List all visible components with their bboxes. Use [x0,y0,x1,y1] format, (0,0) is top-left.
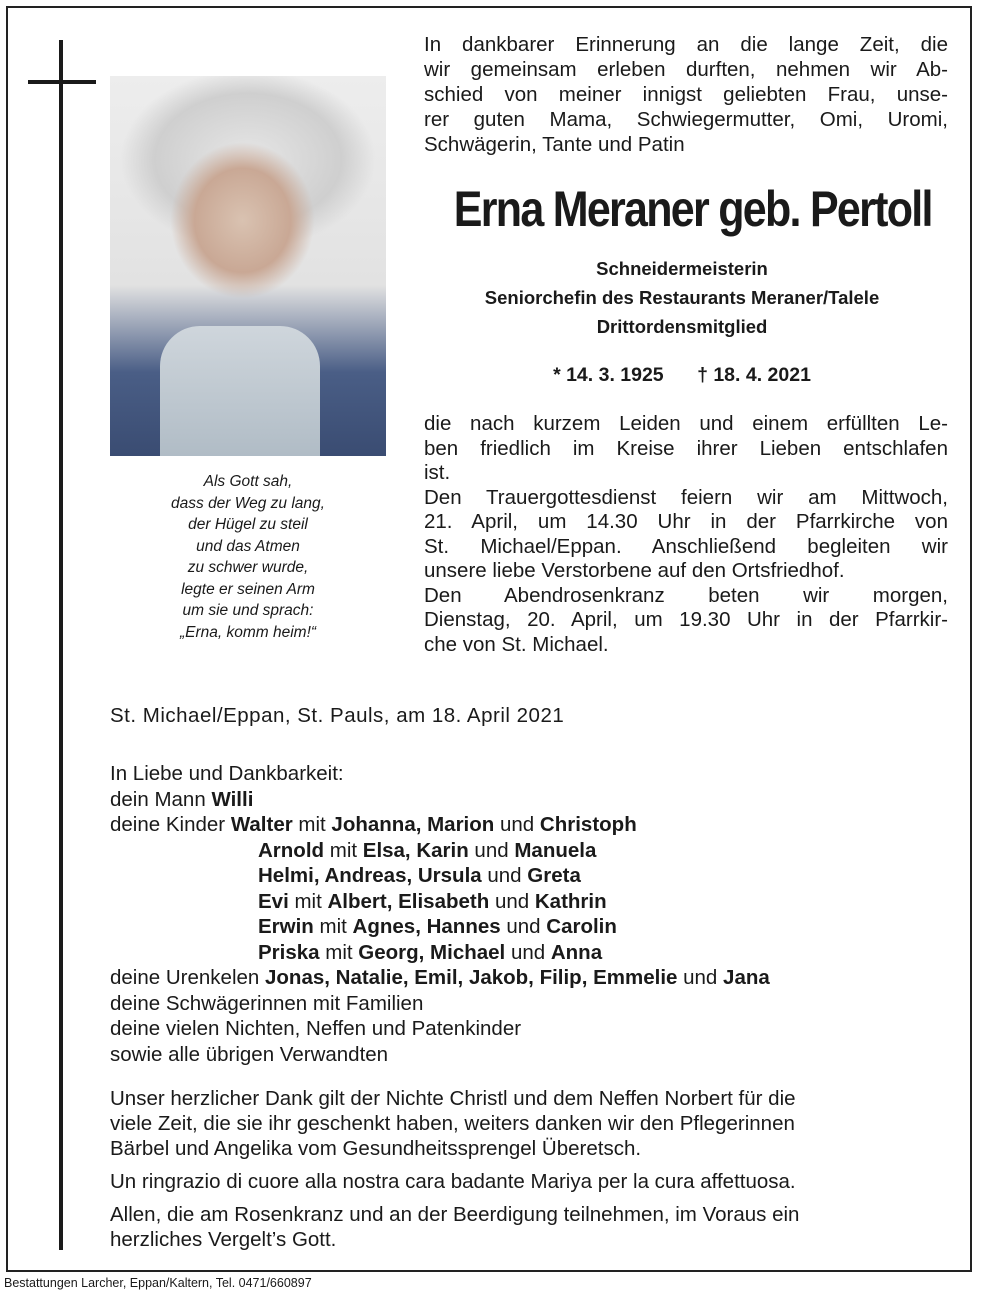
nieces-line: deine vielen Nichten, Neffen und Patenkinder [110,1017,522,1040]
husband-name: Willi [211,787,254,811]
body-line: ist. [424,461,451,484]
body-line: 21. April, um 14.30 Uhr in der Pfarrkirche von [424,510,948,533]
intro-line: schied von meiner innigst geliebten Frau, unse- [424,83,948,106]
poem-line: um sie und sprach: [182,602,314,619]
sisters-line: deine Schwägerinnen mit Familien [110,991,424,1015]
body-line: che von St. Michael. [424,632,609,656]
role-line: Seniorchefin des Restaurants Meraner/Talele [484,287,880,308]
death-date: † 18. 4. 2021 [697,364,811,386]
family-heading: In Liebe und Dankbarkeit: [110,762,344,785]
intro-line: wir gemeinsam erleben durften, nehmen wir Ab- [424,58,948,81]
family-list [110,761,770,1067]
intro-line: rer guten Mama, Schwiegermutter, Omi, Uromi, [424,108,948,131]
body-line: die nach kurzem Leiden und einem erfüllten Le- [424,412,948,435]
cross-icon-horizontal [28,80,96,84]
intro-line: In dankbarer Erinnerung an die lange Zeit, die [424,33,948,56]
child-line: Erwin mit Agnes, Hannes und Carolin [258,915,617,938]
thanks-section [110,1086,946,1252]
poem-line: „Erna, komm heim!“ [179,623,317,641]
thanks-line: Unser herzlicher Dank gilt der Nichte Christl und dem Neffen Norbert für die [110,1087,796,1110]
intro-text [424,32,948,157]
child-line: deine Kinder Walter mit Johanna, Marion und Christoph [110,813,637,836]
roles [410,254,954,341]
portrait-photo [110,76,386,456]
funeral-home-footer: Bestattungen Larcher, Eppan/Kaltern, Tel. 0471/660897 [4,1276,312,1290]
body-line: Dienstag, 20. April, um 19.30 Uhr in der Pfarrkir- [424,608,948,631]
child-line: Evi mit Albert, Elisabeth und Kathrin [258,889,607,913]
role-line: Schneidermeisterin [596,258,768,279]
poem-line: legte er seinen Arm [181,580,315,598]
poem-line: Als Gott sah, [203,473,293,490]
body-line: unsere liebe Verstorbene auf den Ortsfriedhof. [424,559,845,582]
child-line: Arnold mit Elsa, Karin und Manuela [258,838,597,862]
poem-line: der Hügel zu steil [188,516,308,533]
thanks-line: Bärbel und Angelika vom Gesundheitssprengel Überetsch. [110,1137,642,1160]
poem-line: dass der Weg zu lang, [171,494,325,512]
poem-line: zu schwer wurde, [187,559,309,576]
life-dates [410,364,954,387]
cross-icon-vertical [59,40,63,1250]
thanks-line: viele Zeit, die sie ihr geschenkt haben, weiters danken wir den Pflegerinnen [110,1112,795,1135]
body-line: Den Trauergottesdienst feiern wir am Mittwoch, [424,485,948,509]
thanks-line: Allen, die am Rosenkranz und an der Beerdigung teilnehmen, im Voraus ein [110,1203,800,1226]
poem [110,471,386,643]
great-grandchildren-line: deine Urenkelen Jonas, Natalie, Emil, Jakob, Filip, Emmelie und Jana [110,966,770,989]
place-date: St. Michael/Eppan, St. Pauls, am 18. April 2021 [110,704,565,727]
deceased-name: Erna Meraner geb. Pertoll [453,181,932,237]
intro-line: Schwägerin, Tante und Patin [424,133,685,156]
thanks-line: herzliches Vergelt’s Gott. [110,1228,337,1251]
body-line: Den Abendrosenkranz beten wir morgen, [424,583,948,607]
body-line: ben friedlich im Kreise ihrer Lieben entschlafen [424,436,948,460]
role-line: Drittordensmitglied [596,316,768,337]
announcement-text [424,412,948,657]
birth-date: * 14. 3. 1925 [553,364,664,386]
body-line: St. Michael/Eppan. Anschließend begleiten wir [424,534,948,558]
child-line: Priska mit Georg, Michael und Anna [258,940,603,964]
husband-line: dein Mann Willi [110,787,254,811]
child-line: Helmi, Andreas, Ursula und Greta [258,864,581,887]
poem-line: und das Atmen [196,537,300,555]
photo-scarf [160,326,320,456]
relatives-line: sowie alle übrigen Verwandten [110,1042,389,1066]
thanks-line-italian: Un ringrazio di cuore alla nostra cara badante Mariya per la cura affettuosa. [110,1170,796,1193]
